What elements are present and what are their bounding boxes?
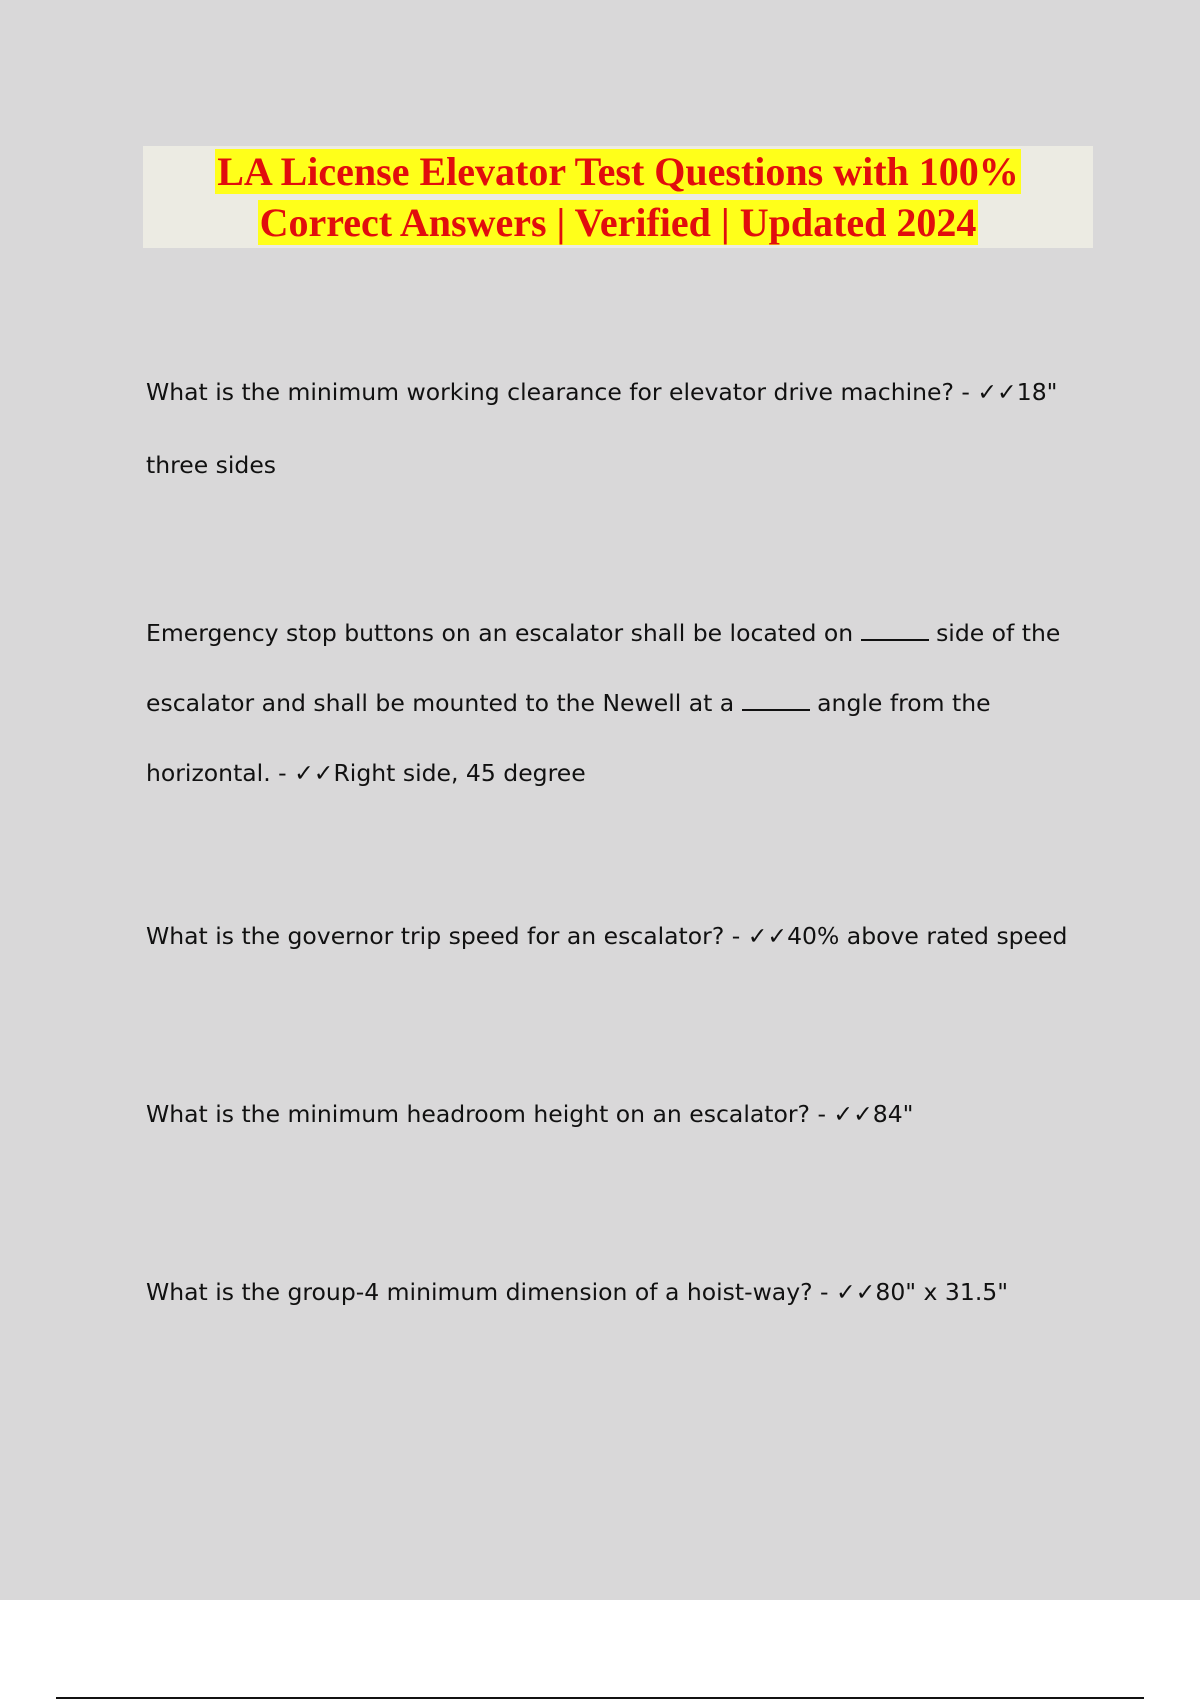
question-4 bbox=[146, 1096, 1076, 1132]
question-1 bbox=[146, 356, 1076, 502]
fill-in-blank bbox=[742, 689, 810, 711]
question-3-line-1: What is the governor trip speed for an escalator? - ✓✓40% above rated speed bbox=[146, 922, 1068, 950]
document-title bbox=[143, 146, 1093, 248]
question-5-line-1: What is the group-4 minimum dimension of a hoist-way? - ✓✓80" x 31.5" bbox=[146, 1278, 1009, 1306]
question-2-line-1-text-b: side of the bbox=[928, 619, 1061, 647]
question-5 bbox=[146, 1274, 1076, 1310]
question-2-line-3: horizontal. - ✓✓Right side, 45 degree bbox=[146, 759, 586, 787]
question-2-line-1-text-a: Emergency stop buttons on an escalator shall be located on bbox=[146, 619, 861, 647]
question-2-line-2-text-a: escalator and shall be mounted to the Newell at a bbox=[146, 689, 742, 717]
question-2 bbox=[146, 598, 1076, 808]
question-4-line-1: What is the minimum headroom height on an escalator? - ✓✓84" bbox=[146, 1100, 914, 1128]
question-2-line-2 bbox=[146, 668, 1076, 738]
question-3 bbox=[146, 918, 1076, 954]
fill-in-blank bbox=[861, 619, 929, 641]
question-1-line-1: What is the minimum working clearance for elevator drive machine? - ✓✓18" bbox=[146, 378, 1058, 406]
question-1-line-2: three sides bbox=[146, 451, 277, 479]
question-2-line-1 bbox=[146, 598, 1076, 668]
title-line-1: LA License Elevator Test Questions with 100% bbox=[217, 149, 1019, 194]
question-2-line-2-text-b: angle from the bbox=[809, 689, 991, 717]
footer-rule bbox=[56, 1697, 1144, 1699]
title-line-2: Correct Answers | Verified | Updated 2024 bbox=[259, 200, 977, 245]
